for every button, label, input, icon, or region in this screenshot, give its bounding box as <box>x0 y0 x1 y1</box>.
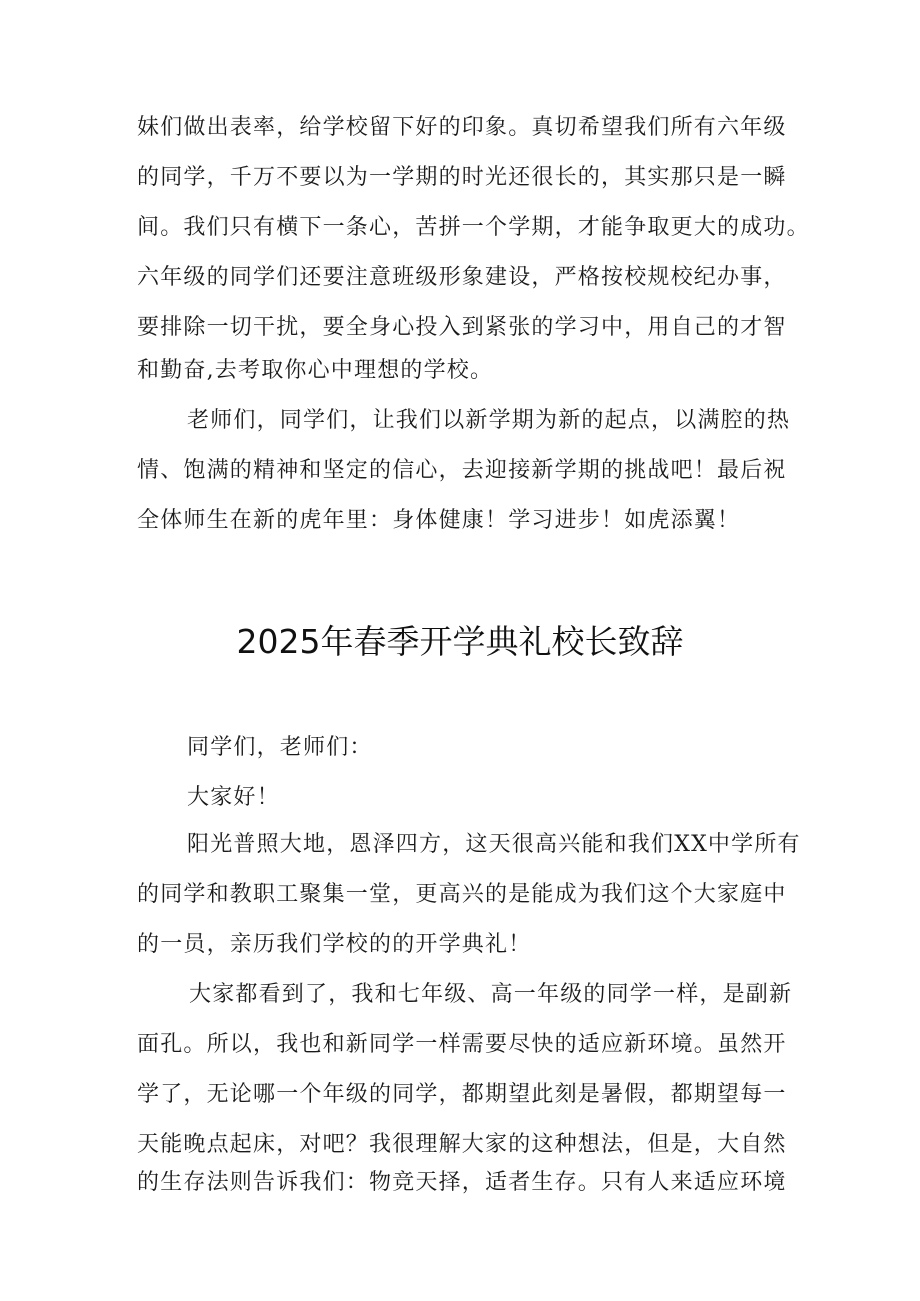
paragraph-line: 全体师生在新的虎年里：身体健康！学习进步！如虎添翼！ <box>137 508 741 533</box>
paragraph-line: 和勤奋,去考取你心中理想的学校。 <box>137 358 494 383</box>
paragraph-line: 老师们，同学们，让我们以新学期为新的起点，以满腔的热 <box>187 408 791 433</box>
paragraph-line: 的一员，亲历我们学校的的开学典礼！ <box>137 932 532 957</box>
paragraph-line: 阳光普照大地，恩泽四方，这天很高兴能和我们XX中学所有 <box>187 832 801 857</box>
paragraph-line: 大家都看到了，我和七年级、高一年级的同学一样，是副新 <box>189 982 793 1007</box>
paragraph-line: 情、饱满的精神和坚定的信心，去迎接新学期的挑战吧！最后祝 <box>137 458 787 483</box>
paragraph-line: 的同学，千万不要以为一学期的时光还很长的，其实那只是一瞬 <box>137 165 787 190</box>
paragraph-line: 六年级的同学们还要注意班级形象建设，严格按校规校纪办事， <box>137 265 787 290</box>
paragraph-line: 天能晚点起床，对吧？我很理解大家的这种想法，但是，大自然 <box>137 1132 787 1157</box>
paragraph-line: 的同学和教职工聚集一堂，更高兴的是能成为我们这个大家庭中 <box>137 882 787 907</box>
greeting-line: 大家好！ <box>187 785 280 810</box>
paragraph-line: 妹们做出表率，给学校留下好的印象。真切希望我们所有六年级 <box>137 115 787 140</box>
paragraph-line: 学了，无论哪一个年级的同学，都期望此刻是暑假，都期望每一 <box>137 1082 787 1107</box>
paragraph-line: 面孔。所以，我也和新同学一样需要尽快的适应新环境。虽然开 <box>137 1032 787 1057</box>
paragraph-line: 要排除一切干扰，要全身心投入到紧张的学习中，用自己的才智 <box>137 315 787 340</box>
paragraph-line: 间。我们只有横下一条心，苦拼一个学期，才能争取更大的成功。 <box>137 215 810 240</box>
page-title: 2025年春季开学典礼校长致辞 <box>236 622 684 661</box>
salutation-line: 同学们，老师们： <box>187 735 373 760</box>
paragraph-line: 的生存法则告诉我们：物竞天择，适者生存。只有人来适应环境 <box>137 1170 787 1195</box>
